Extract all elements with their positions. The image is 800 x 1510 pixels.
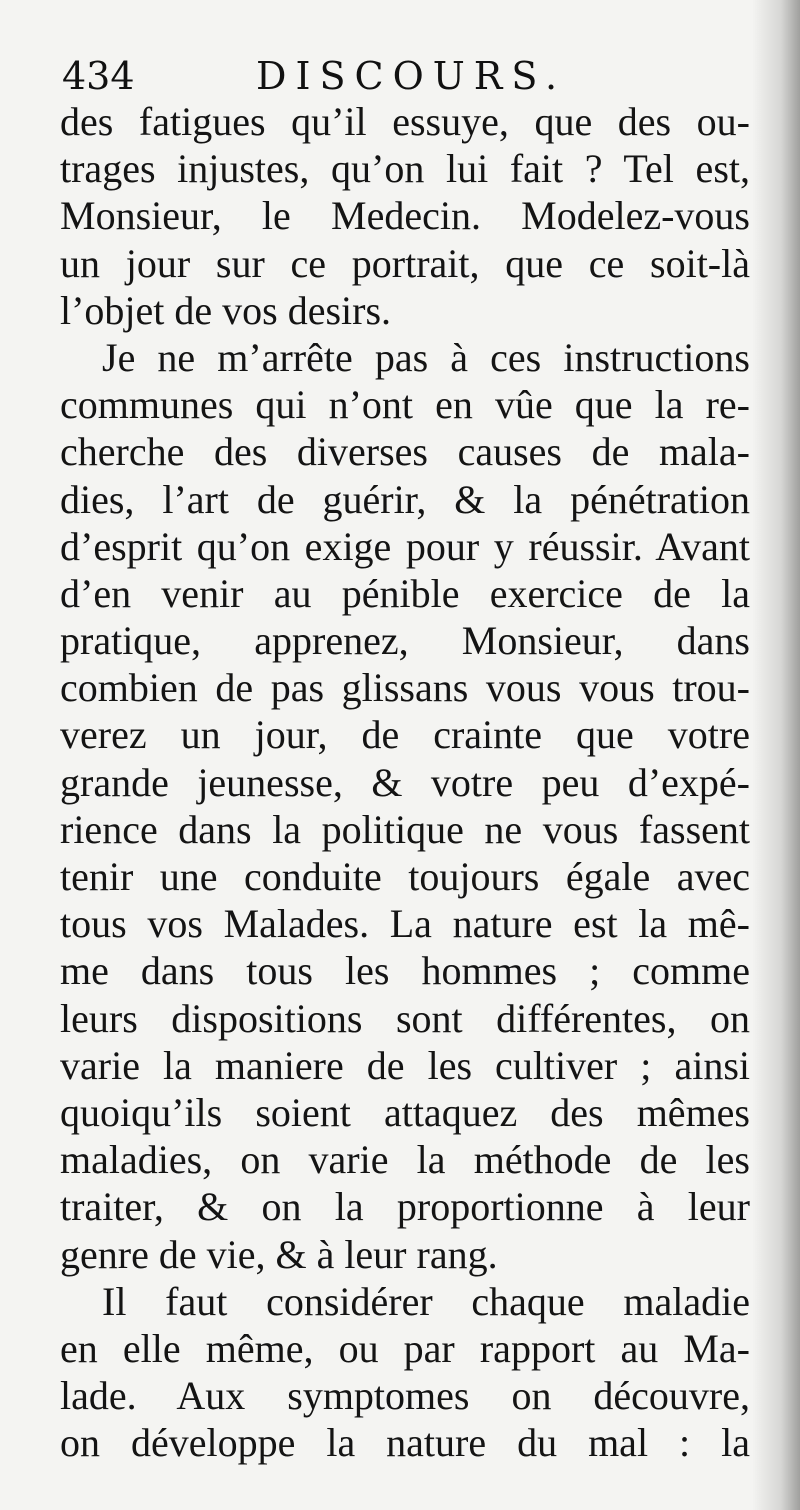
text-line: on développe la nature du mal : la [60,1420,750,1466]
text-line: dies, l’art de guérir, & la pénétration [60,476,750,522]
text-line: varie la maniere de les cultiver ; ainsi [60,1042,750,1088]
text-line: un jour sur ce portrait, que ce soit-là [60,240,750,286]
text-line: quoiqu’ils soient attaquez des mêmes [60,1089,750,1135]
text-line: tous vos Malades. La nature est la mê- [60,901,750,947]
page-header [60,52,740,102]
text-line: d’en venir au pénible exercice de la [60,570,750,616]
page-number: 434 [62,54,135,98]
paragraph-first-line: Il faut considérer chaque maladie [102,1278,750,1324]
body-text [60,98,750,1466]
running-title: DISCOURS. [256,54,567,98]
text-line: me dans tous les hommes ; comme [60,948,750,994]
text-line: Monsieur, le Medecin. Modelez-vous [60,193,750,239]
text-line: cherche des diverses causes de mala- [60,429,750,475]
text-line: tenir une conduite toujours égale avec [60,854,750,899]
text-line: trages injustes, qu’on lui fait ? Tel est, [60,146,750,192]
text-line: genre de vie, & à leur rang. [60,1231,498,1277]
text-line: l’objet de vos desirs. [60,287,392,333]
text-line: pratique, apprenez, Monsieur, dans [60,618,750,664]
text-line: en elle même, ou par rapport au Ma- [60,1325,750,1371]
text-line: maladies, on varie la méthode de les [60,1137,750,1183]
text-line: combien de pas glissans vous vous trou- [60,665,750,711]
text-line: d’esprit qu’on exige pour y réussir. Avant [60,523,750,569]
text-line: traiter, & on la proportionne à leur [60,1184,750,1230]
text-line: lade. Aux symptomes on découvre, [60,1373,750,1419]
text-line: rience dans la politique ne vous fassent [60,806,750,852]
text-line: grande jeunesse, & votre peu d’expé- [60,759,750,805]
paragraph-first-line: Je ne m’arrête pas à ces instructions [102,334,750,380]
page-gutter-shadow [752,0,800,1510]
text-line: leurs dispositions sont différentes, on [60,995,750,1041]
text-line: des fatigues qu’il essuye, que des ou- [60,99,750,144]
text-line: communes qui n’ont en vûe que la re- [60,382,750,428]
text-line: verez un jour, de crainte que votre [60,712,750,758]
